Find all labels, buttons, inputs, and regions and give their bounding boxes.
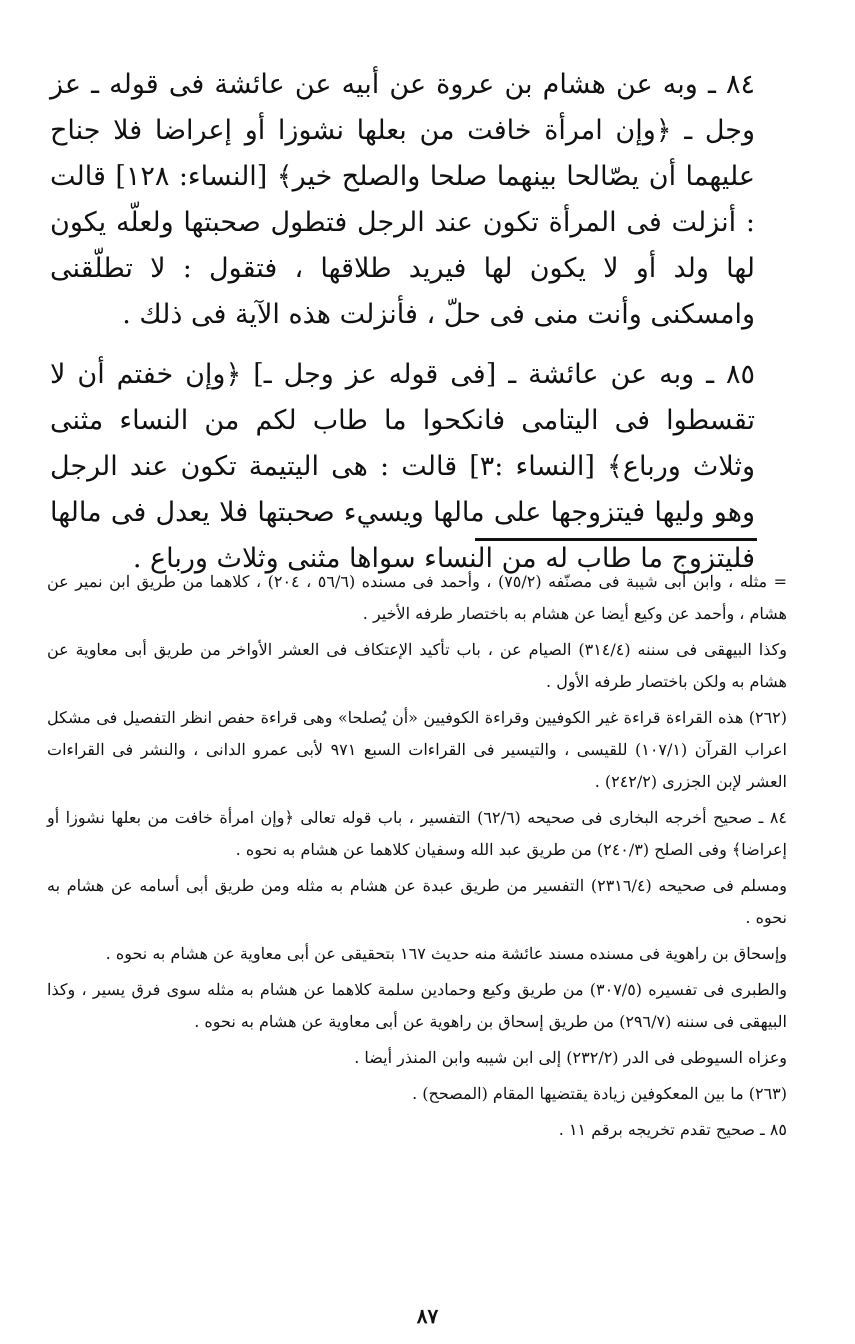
hadith-85: ٨٥ ـ وبه عن عائشة ـ [فى قوله عز وجل ـ] ﴿وإن خفتم أن لا تقسطوا فى اليتامى فانكحوا ما طاب لكم من النساء مثنى وثلاث ورباع﴾ [النساء :٣] قالت : هى اليتيمة تكون عند الرجل وهو وليها فيتزوجها على مالها ويسيء صحبتها فلا يعدل فى مالها فليتزوج ما طاب له من النساء سواها مثنى وثلاث ورباع .: [50, 359, 755, 574]
footnote: ٨٤ ـ صحيح أخرجه البخارى فى صحيحه (٦٢/٦) التفسير ، باب قوله تعالى ﴿وإن امرأة خافت من بعلها نشوزا أو إعراضا﴾ وفى الصلح (٢٤٠/٣) من طريق عبد الله وسفيان كلاهما عن هشام به نحوه .: [47, 808, 788, 859]
page-number: ٨٧: [416, 1304, 439, 1328]
hadith-84: ٨٤ ـ وبه عن هشام بن عروة عن أبيه عن عائشة فى قوله ـ عز وجل ـ ﴿وإن امرأة خافت من بعلها نشوزا أو إعراضا فلا جناح عليهما أن يصّالحا بينهما صلحا والصلح خير﴾ [النساء: ١٢٨] قالت : أنزلت فى المرأة تكون عند الرجل فتطول صحبتها ولعلّه يكون لها ولد أو لا يكون لها فيريد طلاقها ، فتقول : لا تطلّقنى وامسكنى وأنت منى فى حلّ ، فأنزلت هذه الآية فى ذلك .: [50, 69, 755, 330]
footnote: = مثله ، وابن أبى شيبة فى مصنّفه (٧٥/٢) ، وأحمد فى مسنده (٥٦/٦ ، ٢٠٤) ، كلاهما من طريق ابن نمير عن هشام ، وأحمد عن وكيع أيضا عن هشام به باختصار طرفه الأخير .: [47, 572, 787, 623]
footnote-divider: [475, 538, 757, 541]
footnote: وعزاه السيوطى فى الدر (٢٣٢/٢) إلى ابن شيبه وابن المنذر أيضا .: [354, 1048, 787, 1067]
footnote: والطبرى فى تفسيره (٣٠٧/٥) من طريق وكيع وحمادين سلمة كلاهما عن هشام به مثله سوى فرق يسير ، وكذا البيهقى فى سننه (٢٩٦/٧) من طريق إسحاق بن راهوية عن أبى معاوية عن هشام به نحوه .: [47, 980, 787, 1031]
main-text: [50, 62, 755, 596]
footnote: (٢٦٢) هذه القراءة قراءة غير الكوفيين وقراءة الكوفيين «أن يُصلحا» وهى قراءة حفص انظر التفصيل فى مشكل اعراب القرآن (١٠٧/١) للقيسى ، والتيسير فى القراءات السبع ٩٧١ لأبى عمرو الدانى ، والنشر فى القراءات العشر لإبن الجزرى (٢٤٢/٢) .: [47, 708, 788, 791]
footnotes: [47, 566, 787, 1150]
footnote: (٢٦٣) ما بين المعكوفين زيادة يقتضيها المقام (المصحح) .: [412, 1084, 787, 1103]
footnote: ٨٥ ـ صحيح تقدم تخريجه برقم ١١ .: [558, 1120, 787, 1139]
footnote: وكذا البيهقى فى سننه (٣١٤/٤) الصيام عن ، باب تأكيد الإعتكاف فى العشر الأواخر من طريق أبى معاوية عن هشام به ولكن باختصار طرفه الأول .: [47, 640, 787, 691]
footnote: وإسحاق بن راهوية فى مسنده مسند عائشة منه حديث ١٦٧ بتحقيقى عن أبى معاوية عن هشام به نحوه .: [105, 944, 787, 963]
footnote: ومسلم فى صحيحه (٢٣١٦/٤) التفسير من طريق عبدة عن هشام به مثله ومن طريق أبى أسامه عن هشام به نحوه .: [47, 876, 787, 927]
